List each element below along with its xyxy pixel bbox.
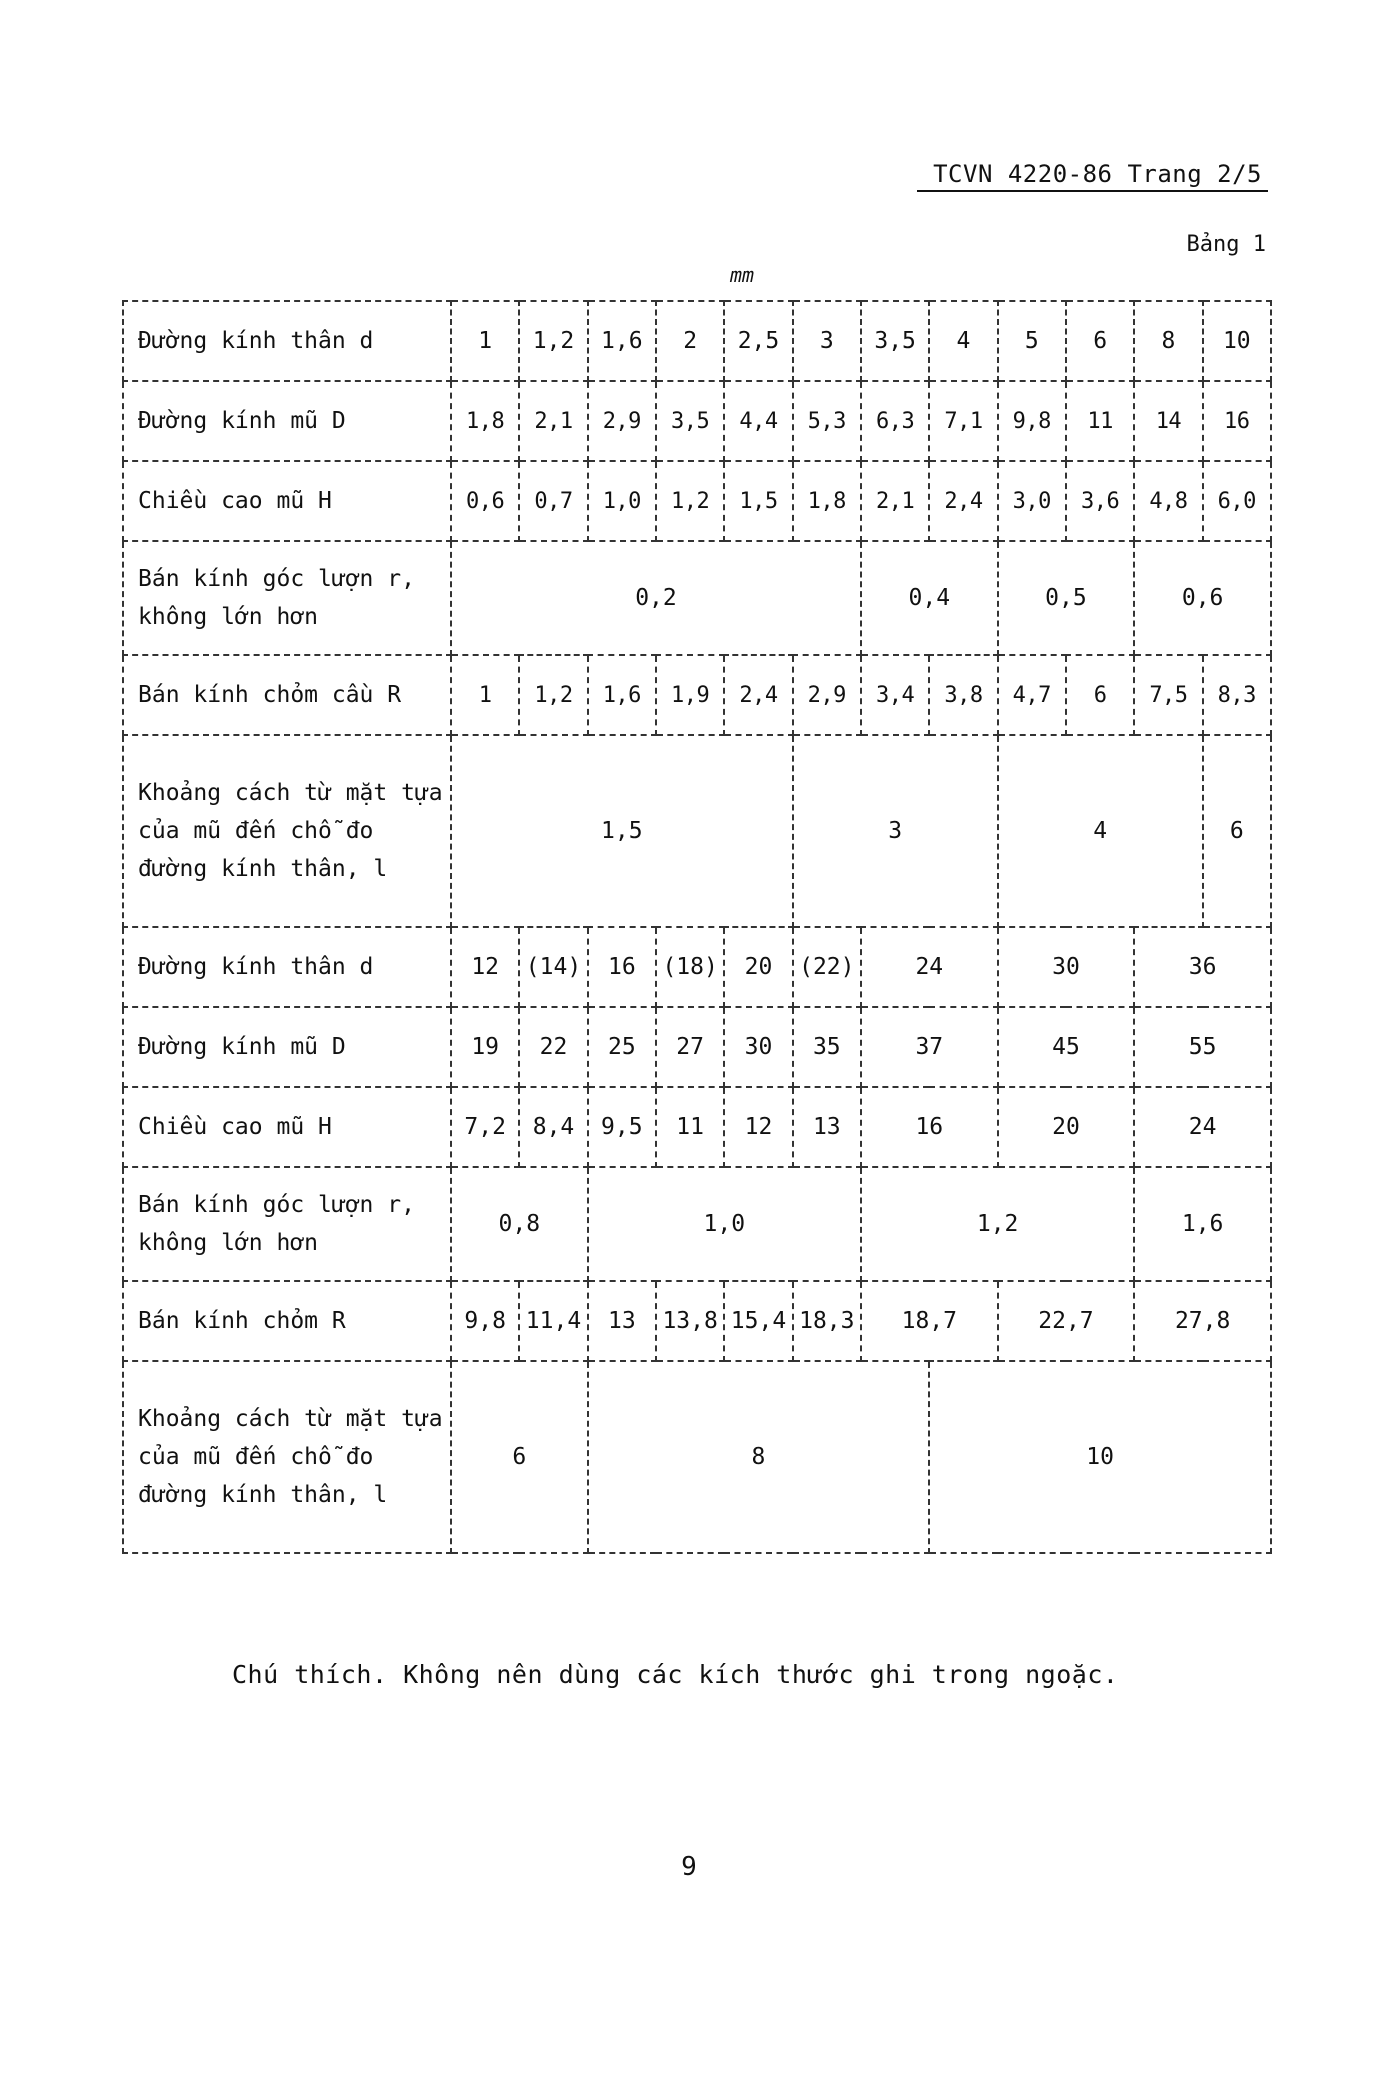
table-cell: 6 [1203,735,1271,927]
table-cell: 1,6 [588,301,656,381]
table-cell: 6,0 [1203,461,1271,541]
row-label: Đường kính mũ D [123,1007,451,1087]
row-label: Chiều cao mũ H [123,461,451,541]
table-cell: 1,2 [861,1167,1134,1281]
table-cell: 37 [861,1007,998,1087]
table-cell: 4,7 [998,655,1066,735]
table-cell: 11 [656,1087,724,1167]
table-cell: 16 [1203,381,1271,461]
table-row [123,1361,1271,1553]
document-code: TCVN 4220-86 Trang 2/5 [917,160,1268,192]
table-cell: 13 [588,1281,656,1361]
table-cell: 2,9 [588,381,656,461]
table-cell: 1,0 [588,1167,861,1281]
table-cell: 1,8 [451,381,519,461]
table-cell: 5 [998,301,1066,381]
table-cell: 6 [1066,655,1134,735]
table-cell: 25 [588,1007,656,1087]
row-label: Bán kính góc lượn r, không lớn hơn [123,541,451,655]
table-cell: 18,7 [861,1281,998,1361]
table-cell: 7,1 [929,381,997,461]
table-cell: 12 [451,927,519,1007]
table-cell: 6 [451,1361,588,1553]
table-cell: 27,8 [1134,1281,1271,1361]
table-cell: 22,7 [998,1281,1135,1361]
row-label: Đường kính thân d [123,927,451,1007]
table-cell: 18,3 [793,1281,861,1361]
table-cell: 16 [861,1087,998,1167]
table-cell: 1,2 [656,461,724,541]
table-cell: 45 [998,1007,1135,1087]
table-cell: 6,3 [861,381,929,461]
table-row [123,461,1271,541]
table-row [123,1087,1271,1167]
table-cell: 4 [998,735,1203,927]
table-row [123,541,1271,655]
table-cell: (14) [519,927,587,1007]
table-cell: 0,5 [998,541,1135,655]
table-cell: 22 [519,1007,587,1087]
table-cell: 30 [724,1007,792,1087]
table-cell: 20 [998,1087,1135,1167]
table-cell: 8,3 [1203,655,1271,735]
table-cell: 8 [588,1361,930,1553]
table-cell: 0,4 [861,541,998,655]
table-cell: 4 [929,301,997,381]
table-cell: 0,6 [1134,541,1271,655]
table-cell: 0,7 [519,461,587,541]
table-cell: 1,6 [1134,1167,1271,1281]
table-cell: 1,8 [793,461,861,541]
table-cell: 14 [1134,381,1202,461]
table-cell: 1 [451,301,519,381]
table-cell: (22) [793,927,861,1007]
table-cell: 4,4 [724,381,792,461]
table-row [123,1007,1271,1087]
table-cell: 1 [451,655,519,735]
table-cell: 5,3 [793,381,861,461]
table-cell: 35 [793,1007,861,1087]
page-number: 9 [681,1852,697,1882]
table-cell: 4,8 [1134,461,1202,541]
table-row [123,655,1271,735]
table-row [123,927,1271,1007]
table-cell: 1,2 [519,301,587,381]
table-cell: 19 [451,1007,519,1087]
table-cell: 20 [724,927,792,1007]
unit-label: mm [730,263,755,287]
table-cell: 1,6 [588,655,656,735]
table-cell: 9,8 [451,1281,519,1361]
table-cell: 3 [793,301,861,381]
table-cell: 7,2 [451,1087,519,1167]
table-cell: 9,8 [998,381,1066,461]
table-row [123,735,1271,927]
table-cell: 16 [588,927,656,1007]
row-label: Khoảng cách từ mặt tựa của mũ đến chỗ đo đường kính thân, l [123,1361,451,1553]
table-row [123,381,1271,461]
table-label: Bảng 1 [1186,232,1266,257]
row-label: Đường kính thân d [123,301,451,381]
table-cell: 1,5 [724,461,792,541]
table-cell: 11,4 [519,1281,587,1361]
table-cell: (18) [656,927,724,1007]
table-row [123,301,1271,381]
table-cell: 3,5 [861,301,929,381]
table-cell: 1,9 [656,655,724,735]
table-cell: 24 [861,927,998,1007]
table-cell: 3,4 [861,655,929,735]
table-cell: 11 [1066,381,1134,461]
table-cell: 6 [1066,301,1134,381]
table-cell: 3 [793,735,998,927]
row-label: Khoảng cách từ mặt tựa của mũ đến chỗ đo đường kính thân, l [123,735,451,927]
table-cell: 0,6 [451,461,519,541]
table-cell: 8,4 [519,1087,587,1167]
table-cell: 9,5 [588,1087,656,1167]
table-cell: 2,4 [929,461,997,541]
row-label: Đường kính mũ D [123,381,451,461]
table-cell: 2 [656,301,724,381]
table-cell: 30 [998,927,1135,1007]
table-cell: 8 [1134,301,1202,381]
table-cell: 7,5 [1134,655,1202,735]
row-label: Bán kính chỏm R [123,1281,451,1361]
table-cell: 36 [1134,927,1271,1007]
table-cell: 13 [793,1087,861,1167]
table-cell: 2,1 [861,461,929,541]
table-cell: 2,4 [724,655,792,735]
table-cell: 0,2 [451,541,861,655]
table-cell: 10 [1203,301,1271,381]
table-cell: 1,2 [519,655,587,735]
row-label: Bán kính chỏm cầu R [123,655,451,735]
row-label: Chiều cao mũ H [123,1087,451,1167]
table-cell: 1,0 [588,461,656,541]
row-label: Bán kính góc lượn r, không lớn hơn [123,1167,451,1281]
table-cell: 15,4 [724,1281,792,1361]
table-cell: 3,5 [656,381,724,461]
table-cell: 10 [929,1361,1271,1553]
table-cell: 3,8 [929,655,997,735]
table-cell: 2,1 [519,381,587,461]
table-cell: 12 [724,1087,792,1167]
table-cell: 1,5 [451,735,793,927]
table-cell: 2,5 [724,301,792,381]
table-cell: 27 [656,1007,724,1087]
table-cell: 24 [1134,1087,1271,1167]
table-cell: 13,8 [656,1281,724,1361]
table-cell: 55 [1134,1007,1271,1087]
table-row [123,1167,1271,1281]
table-cell: 2,9 [793,655,861,735]
table-note: Chú thích. Không nên dùng các kích thước ghi trong ngoặc. [232,1660,1119,1689]
table-cell: 3,6 [1066,461,1134,541]
table-row [123,1281,1271,1361]
dimension-table [122,300,1272,1554]
table-cell: 0,8 [451,1167,588,1281]
table-cell: 3,0 [998,461,1066,541]
